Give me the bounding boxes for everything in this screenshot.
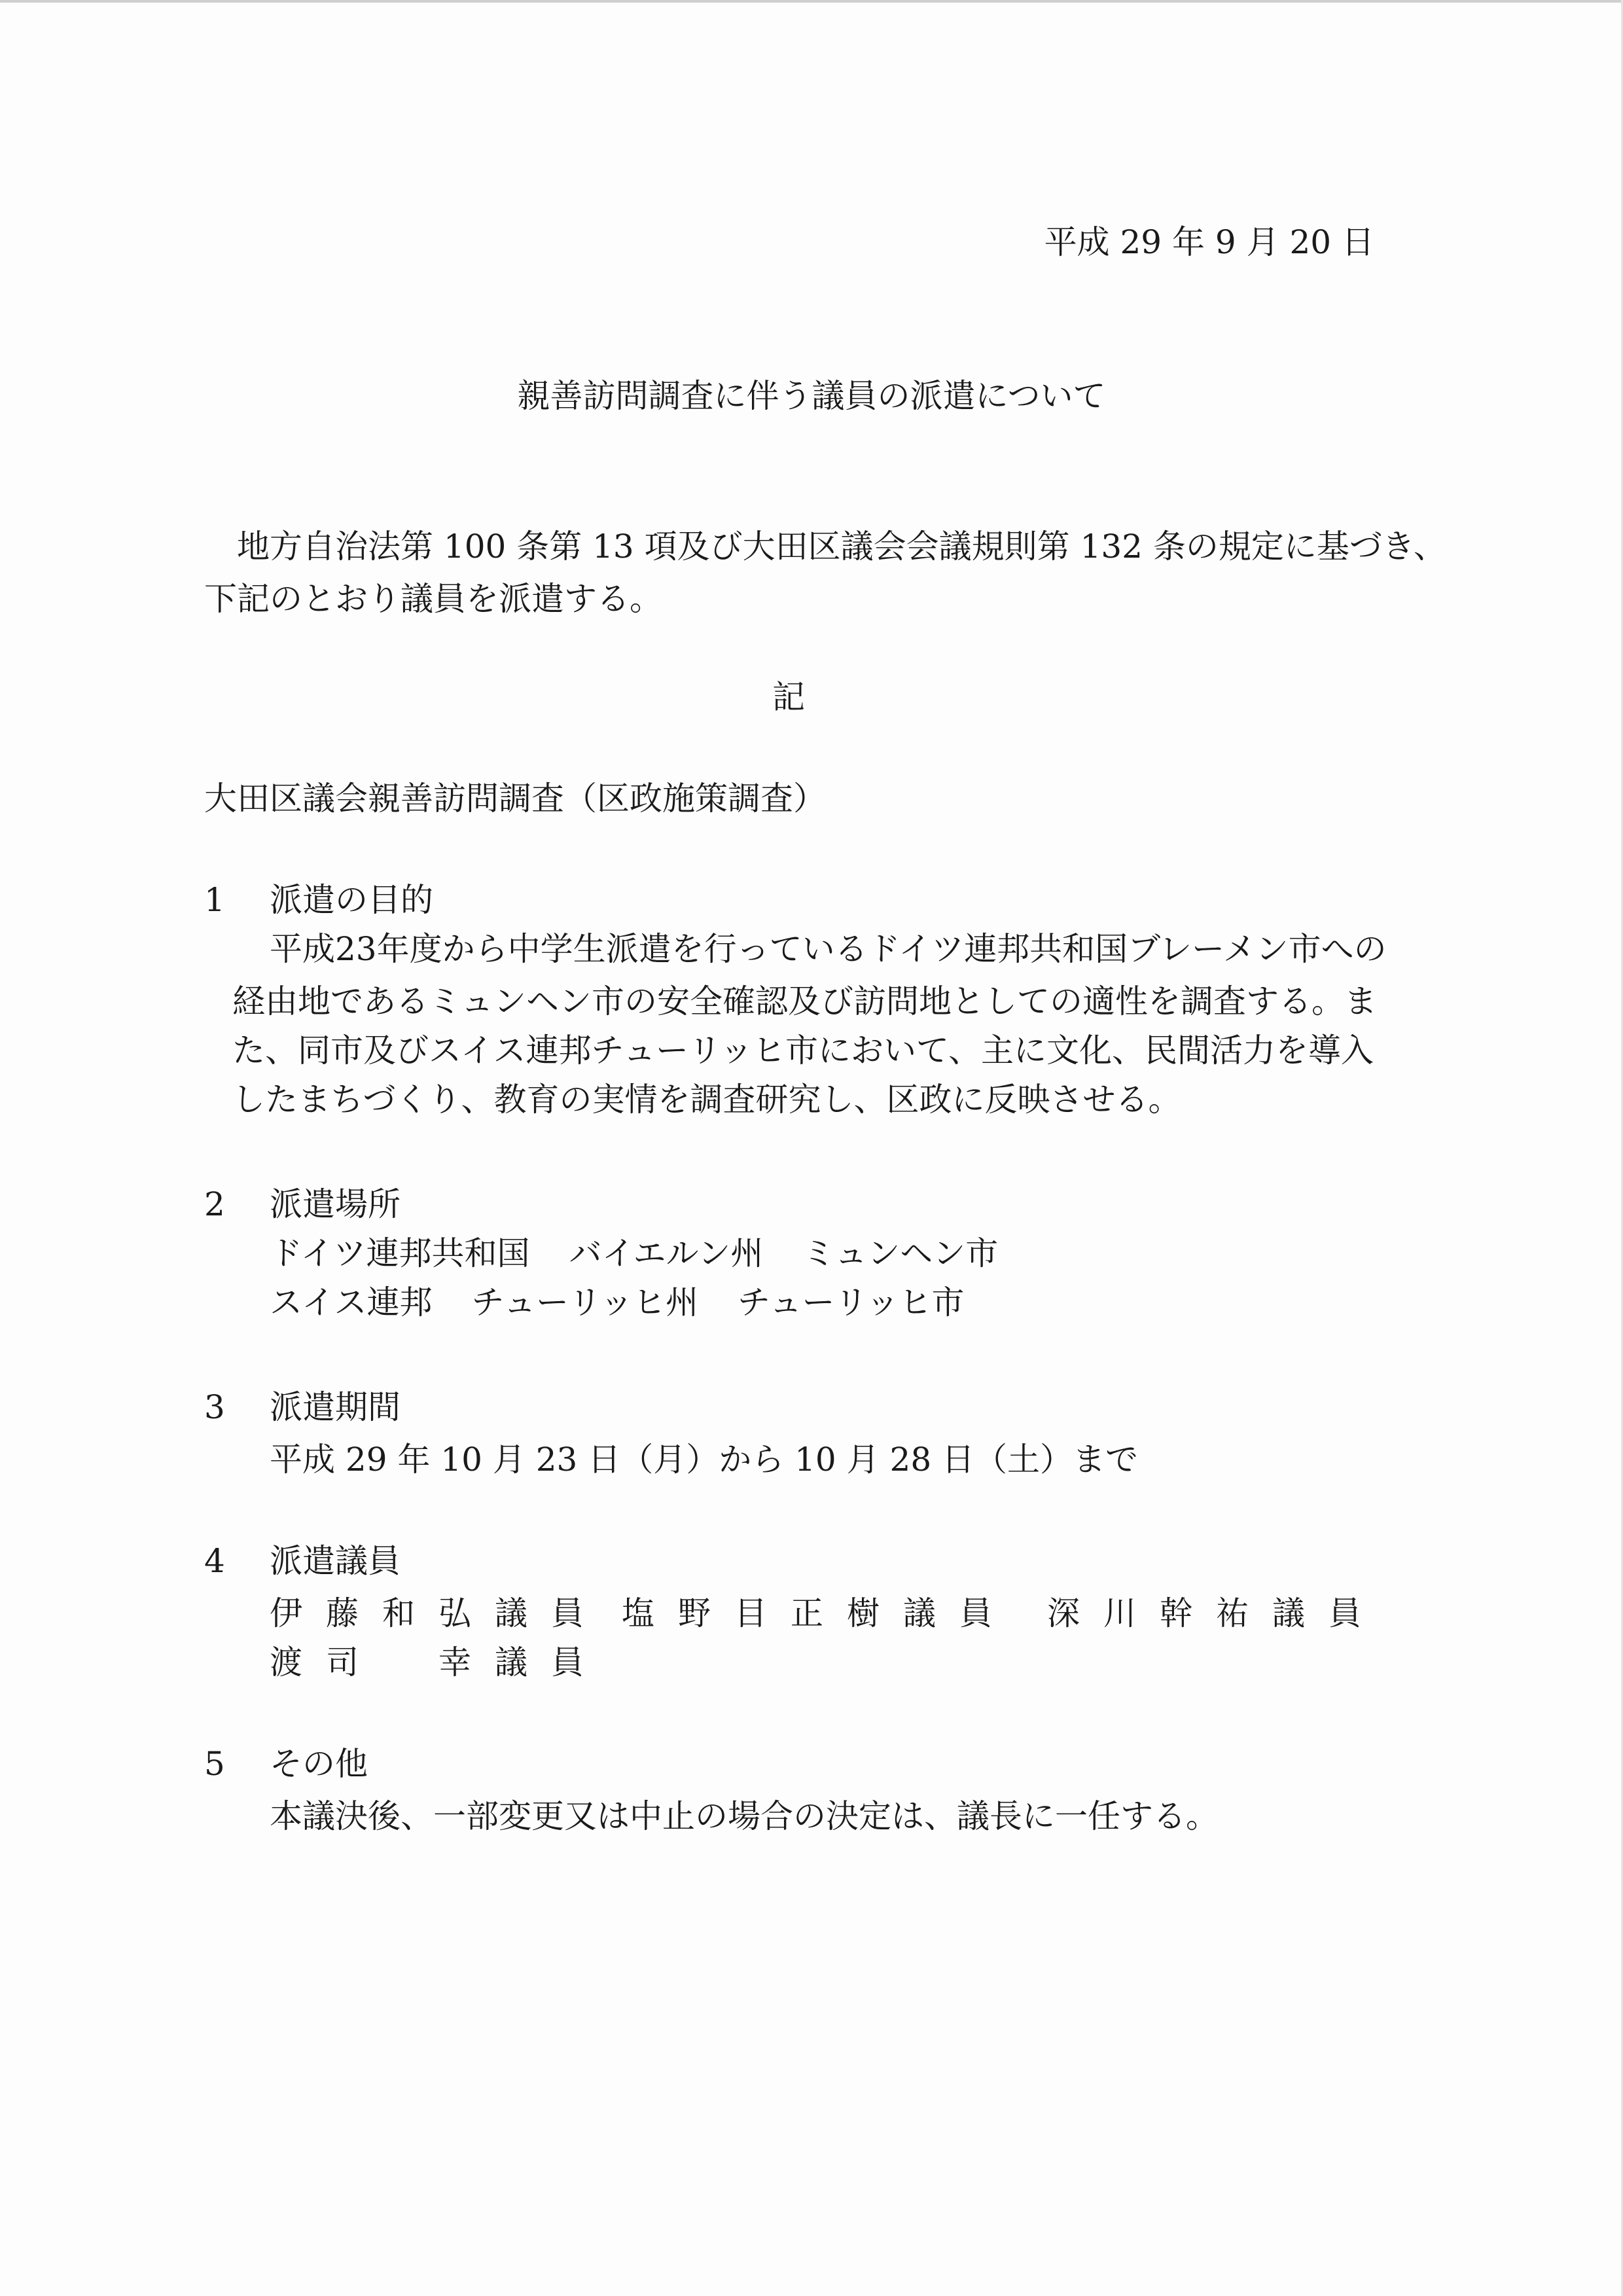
section-1-line-4: したまちづくり、教育の実情を調査研究し、区政に反映させる。 xyxy=(232,1081,1181,1119)
section-5-heading: その他 xyxy=(270,1745,368,1783)
location-state: バイエルン州 xyxy=(569,1234,764,1272)
section-1-heading: 派遣の目的 xyxy=(270,881,433,919)
section-1-line-1: 平成23年度から中学生派遣を行っているドイツ連邦共和国ブレーメン市への xyxy=(270,930,1387,968)
member-name: 塩野目正樹議員 xyxy=(622,1594,1016,1632)
section-1-line-2: 経由地であるミュンヘン市の安全確認及び訪問地としての適性を調査する。ま xyxy=(232,982,1377,1020)
location-state: チューリッヒ州 xyxy=(471,1283,698,1321)
section-3-number: 3 xyxy=(204,1388,225,1426)
member-name: 深川幹祐議員 xyxy=(1047,1594,1385,1632)
document-date: 平成 29 年 9 月 20 日 xyxy=(1044,223,1374,261)
location-city: ミュンヘン市 xyxy=(802,1234,999,1272)
section-4-heading: 派遣議員 xyxy=(270,1542,401,1580)
section-4-number: 4 xyxy=(204,1542,225,1580)
section-3-heading: 派遣期間 xyxy=(270,1388,401,1426)
section-1-line-3: た、同市及びスイス連邦チューリッヒ市において、主に文化、民間活力を導入 xyxy=(232,1031,1374,1069)
member-name: 渡司 幸議員 xyxy=(270,1643,607,1681)
section-5-number: 5 xyxy=(204,1745,225,1783)
ki-heading: 記 xyxy=(772,678,805,716)
location-country: ドイツ連邦共和国 xyxy=(270,1234,530,1272)
location-row-switzerland xyxy=(270,1283,965,1321)
document-title: 親善訪問調査に伴う議員の派遣について xyxy=(517,377,1106,415)
location-country: スイス連邦 xyxy=(270,1283,433,1321)
location-row-germany xyxy=(270,1234,999,1272)
section-2-number: 2 xyxy=(204,1185,225,1223)
intro-line-2: 下記のとおり議員を派遣する。 xyxy=(204,580,662,618)
location-city: チューリッヒ市 xyxy=(738,1283,965,1321)
section-1-number: 1 xyxy=(204,881,225,919)
dispatch-period: 平成 29 年 10 月 23 日（月）から 10 月 28 日（土）まで xyxy=(270,1441,1139,1479)
member-name: 伊藤和弘議員 xyxy=(270,1594,607,1632)
other-notes: 本議決後、一部変更又は中止の場合の決定は、議長に一任する。 xyxy=(270,1797,1219,1835)
scan-top-edge xyxy=(0,0,1623,3)
section-2-heading: 派遣場所 xyxy=(270,1185,401,1223)
intro-line-1: 地方自治法第 100 条第 13 項及び大田区議会会議規則第 132 条の規定に基づき、 xyxy=(237,528,1446,565)
survey-name: 大田区議会親善訪問調査（区政施策調査） xyxy=(204,780,826,817)
